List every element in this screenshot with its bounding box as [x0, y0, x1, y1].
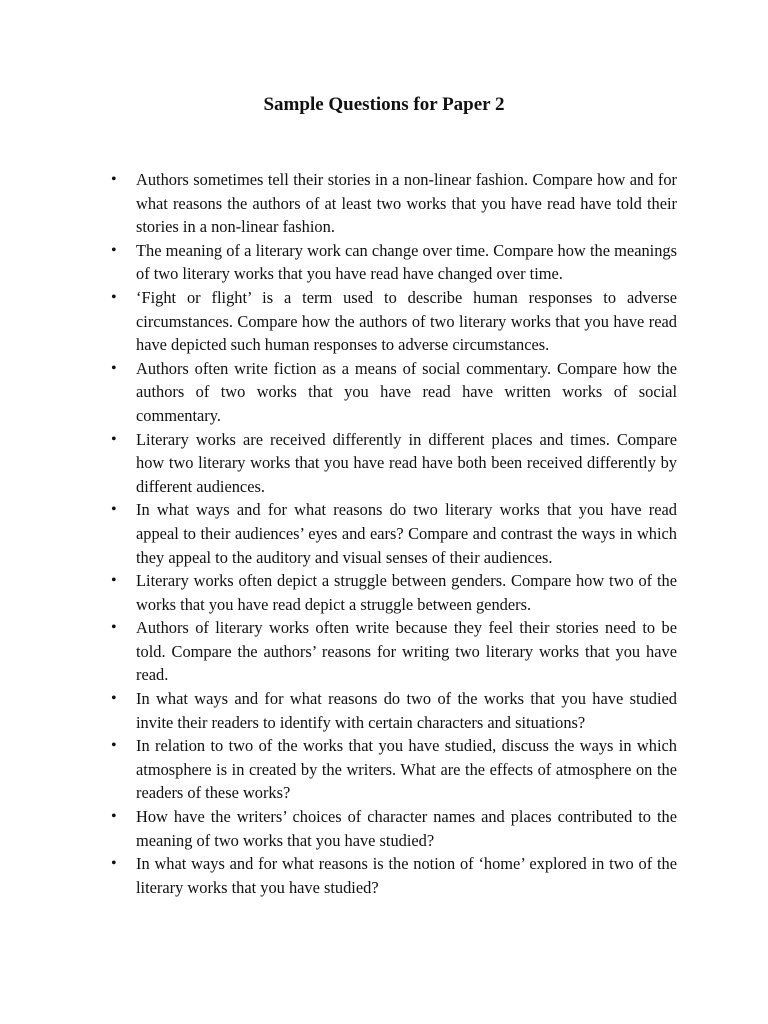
bullet-icon: • [111, 501, 117, 519]
question-text: In relation to two of the works that you have studied, discuss the ways in which atmosphere is in created by the writers. What are the effects of atmosphere on the readers of these works? [136, 736, 677, 803]
question-text: In what ways and for what reasons do two of the works that you have studied invite their readers to identify with certain characters and situations? [136, 689, 677, 732]
question-item [111, 852, 677, 899]
bullet-icon: • [111, 359, 117, 377]
question-text: The meaning of a literary work can change over time. Compare how the meanings of two literary works that you have read have changed over time. [136, 240, 677, 284]
question-item [111, 239, 677, 286]
page-title: Sample Questions for Paper 2 [263, 94, 505, 115]
question-text: Authors sometimes tell their stories in a non-linear fashion. Compare how and for what reasons the authors of at least two works that you have read have told their stories in a non-linear fashion. [136, 170, 677, 237]
bullet-icon: • [111, 855, 117, 873]
bullet-icon: • [111, 288, 117, 306]
bullet-icon: • [111, 808, 117, 826]
question-text: How have the writers’ choices of character names and places contributed to the meaning of two works that you have studied? [136, 807, 677, 850]
bullet-icon: • [111, 430, 117, 448]
bullet-icon: • [111, 241, 117, 259]
question-item [111, 734, 677, 805]
question-item [111, 687, 677, 734]
question-text: In what ways and for what reasons is the notion of ‘home’ explored in two of the literary works that you have studied? [136, 854, 677, 897]
question-text: Literary works often depict a struggle between genders. Compare how two of the works that you have read depict a struggle between genders. [136, 571, 677, 614]
bullet-icon: • [111, 619, 117, 637]
question-list [111, 168, 677, 899]
question-item [111, 569, 677, 616]
bullet-icon: • [111, 171, 117, 188]
question-text: Literary works are received differently in different places and times. Compare how two literary works that you have read have both been received differently by different audiences. [136, 429, 677, 496]
bullet-icon: • [111, 572, 117, 590]
question-text: In what ways and for what reasons do two literary works that you have read appeal to their audiences’ eyes and ears? Compare and contrast the ways in which they appeal to the auditory and visual senses of their audiences. [136, 500, 677, 567]
question-item [111, 168, 677, 239]
question-item [111, 805, 677, 852]
bullet-icon: • [111, 737, 117, 755]
question-text: Authors often write fiction as a means of social commentary. Compare how the authors of two works that you have read have written works of social commentary. [136, 358, 677, 425]
question-text: ‘Fight or flight’ is a term used to describe human responses to adverse circumstances. Compare how the authors of two literary works that you have read have depicted such human responses to adverse circumstances. [136, 287, 677, 355]
bullet-icon: • [111, 690, 117, 708]
question-item [111, 616, 677, 687]
question-item [111, 498, 677, 569]
question-item [111, 428, 677, 499]
question-item [111, 357, 677, 428]
question-text: Authors of literary works often write because they feel their stories need to be told. Compare the authors’ reasons for writing two literary works that you have read. [136, 618, 677, 685]
question-item [111, 286, 677, 357]
